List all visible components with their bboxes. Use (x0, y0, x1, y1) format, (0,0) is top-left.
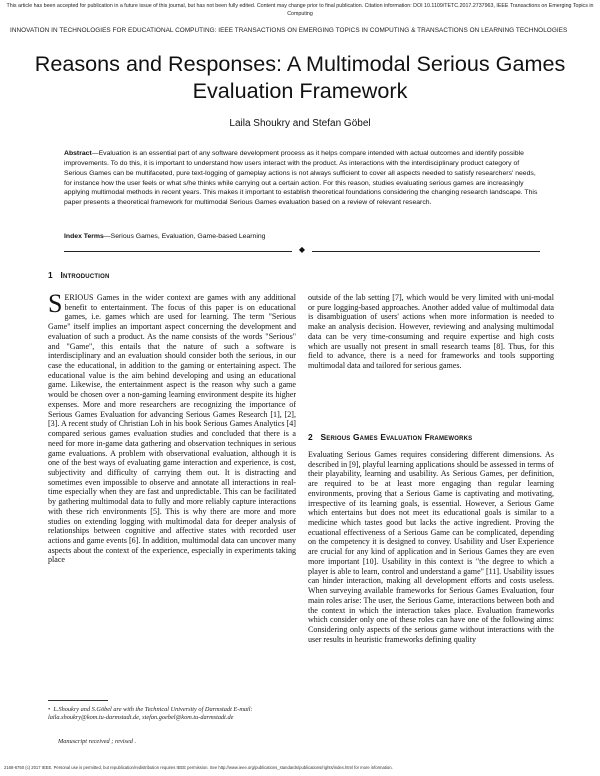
index-terms-label: Index Terms (64, 233, 104, 240)
section-1-continued: outside of the lab setting [7], which would be very limited with uni-modal or pure logging-based approaches. Another added value of multimodal data is disambiguation of users' actions when more information is needed to make an analysis decision. However, reviewing and analysing multimodal data can be very time-consuming and require expertise and high costs which are usually not present in small research teams [8]. Thus, for this field to advance, there is a need for frameworks and tools supporting multimodal data and tailored for serious games. (308, 293, 554, 371)
index-terms-text: —Serious Games, Evaluation, Game-based Learning (103, 233, 266, 240)
journal-venue-header: INNOVATION IN TECHNOLOGIES FOR EDUCATIONAL COMPUTING: IEEE TRANSACTIONS ON EMERGING TOPICS IN COMPUTING & TRANSACTIONS ON LEARNING TECHNOLOGIES (10, 27, 568, 34)
section-2-title: Serious Games Evaluation Frameworks (320, 432, 473, 442)
separator-line-right (312, 251, 540, 252)
author-footnote (48, 706, 298, 722)
abstract (64, 149, 540, 208)
section-1-number: 1 (48, 270, 53, 280)
copyright-footer: 2168-6750 (c) 2017 IEEE. Personal use is permitted, but republication/redistribution requires IEEE permission. See http://www.ieee.org/publications_standards/publications/rights/index.html for more information. (4, 765, 393, 770)
section-1-body (48, 293, 296, 683)
footnote-rule (48, 700, 108, 701)
section-1-text: ERIOUS Games in the wider context are games with any additional benefit to entertainment. The focus of this paper is on educational games, i.e. games which are used for learning. The term "Serious Game" itself implies an important aspect concerning the development and evaluation of such a product. As the name consists of the words "Serious" and "Game", this entails that the nature of such a software is interdisciplinary and an evaluation should consider both the serious, in our case the educational, in addition to the gaming or entertaining aspect. The educational value is the aim behind developing and using an educational game. Likewise, the entertainment aspect is the reason why such a game would be chosen over a non-gaming learning environment despite its higher expenses. More and more researchers are recognizing the importance of Serious Games Evaluation for advancing Serious Games Research [1], [2], [3]. A recent study of Christian Loh in his book Serious Games Analytics [4] compared serious games evaluation studies and concluded that there is a need for more in-game data gathering and observation techniques in serious game evaluations. A problem with observational evaluation, although it is one of the best ways of evaluating game interaction and experience, is cost, subjectivity and difficulty of carrying them out. It is distracting and sometimes even impossible to observe and annotate all interactions in real-time especially when they are fast and unpredictable. This can be facilitated by gathering multimodal data to fully and more reliably capture interactions with these rich environments [5]. This is why there are more and more studies on extending logging with multimodal data for deeper analysis of relationships between cognitive and affective states with recorded user actions and game events [6]. In addition, multimodal data can uncover many aspects about the context of the experience, especially in experiments taking place (48, 293, 296, 565)
section-1-heading (48, 270, 110, 280)
section-2-number: 2 (308, 432, 313, 442)
section-separator (64, 245, 540, 254)
paper-authors: Laila Shoukry and Stefan Göbel (229, 118, 371, 129)
footnote-bullet: • (48, 706, 51, 713)
drop-cap: S (48, 293, 63, 318)
section-1-title: Introduction (60, 270, 110, 280)
section-2-heading (308, 432, 472, 442)
abstract-label: Abstract (64, 150, 92, 157)
section-2-body: Evaluating Serious Games requires considering different dimensions. As described in [9], playful learning applications should be assessed in terms of their playability, learning and usability. As Serious Games, per definition, are required to be at least more engaging than regular learning environments, proving that a Serious Game is captivating and motivating, irrespective of its learning goals, is essential. However, a Serious Game which entertains but does not meet its educational goals is similar to a medicine which tastes good but lacks the active ingredient. Proving the ecuational effectiveness of a Serious Game can be complicated, depending on the competency it is designed to convey. Usability and User Experience are crucial for any kind of application and in Serious Games they are even more important [10]. Usability in this context is "the degree to which a player is able to learn, control and understand a game" [11]. Usability issues can hinder interaction, making all development efforts and costs useless. When surveying available frameworks for Serious Games Evaluation, four main roles arise: The user, the Serious Game, interactions between both and the context in which the interaction takes place. Evaluation frameworks which consider only one of these roles can have one of the following aims: Considering only aspects of the serious game without interactions with the user results in heuristic frameworks defining quality (308, 450, 554, 644)
manuscript-received: Manuscript received ; revised . (58, 738, 137, 745)
index-terms (64, 233, 540, 240)
separator-line-left (64, 251, 292, 252)
footnote-text: L.Shoukry and S.Göbel are with the Technical University of Darmstadt E-mail: laila.shoukry@kom.tu-darmstadt.de, stefan.goebel@kom.tu-darmstadt.de (48, 706, 253, 721)
diamond-ornament-icon: ◆ (298, 245, 306, 254)
abstract-text: —Evaluation is an essential part of any software development process as it helps compare intended with actual outcomes and identify possible improvements. To do this, it is important to understand how users interact with the product. As interactions with the interdisciplinary product category of Serious Games can be multifaceted, pure text-logging of gameplay actions is not always sufficient to cover all aspects needed to satisfy researchers' needs, for instance how the user feels or what s/he thinks while carrying out a certain action. For this reason, studies evaluating serious games are increasingly applying multimodal methods in recent years. This makes it important to establish theoretical foundations considering the changing research landscape. This paper presents a theoretical framework for multimodal Serious Games evaluation based on a review of relevant research. (64, 150, 538, 207)
paper-title: Reasons and Responses: A Multimodal Serious Games Evaluation Framework (34, 51, 566, 103)
publication-notice: This article has been accepted for publication in a future issue of this journal, but has not been fully edited. Content may change prior to final publication. Citation information: DOI 10.1109/TETC.2017.2737963, IEEE Transactions on Emerging Topics in Computing (6, 3, 594, 17)
